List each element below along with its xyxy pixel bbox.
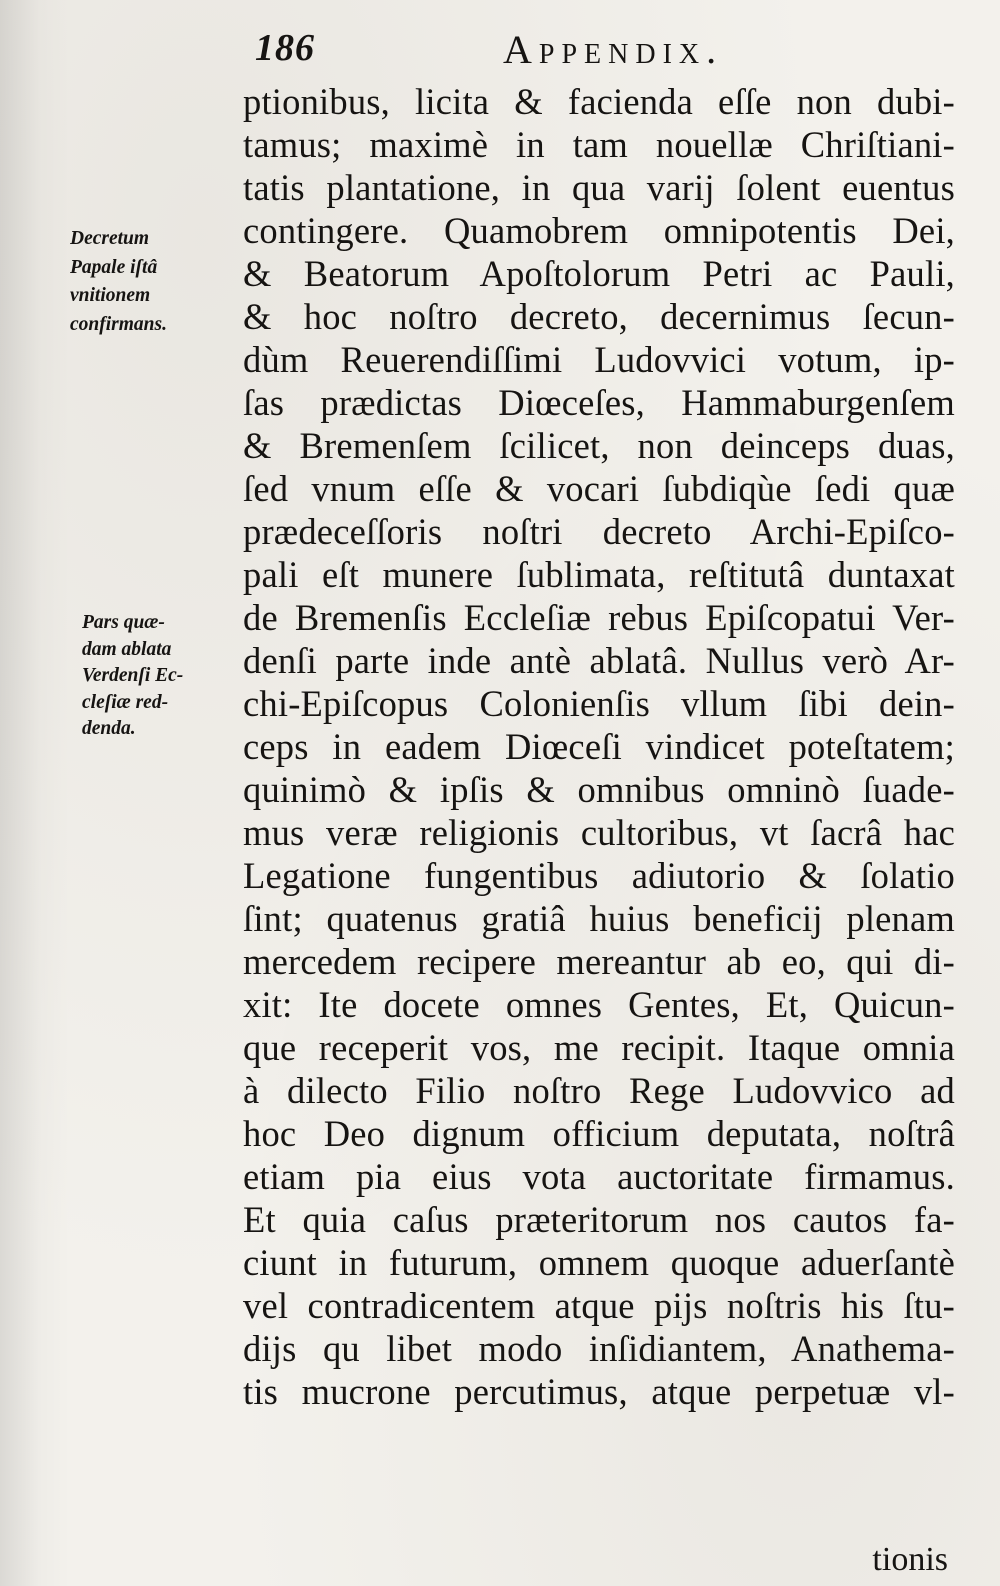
text-line: contingere. Quamobrem omnipotentis Dei, bbox=[243, 210, 955, 251]
text-line: ciunt in futurum, omnem quoque aduerſantè bbox=[243, 1242, 955, 1283]
text-line: pali eſt munere ſublimata, reſtitutâ duntaxat bbox=[243, 554, 955, 595]
marginal-note-line: dam ablata bbox=[82, 638, 172, 660]
text-line: vel contradicentem atque pijs noſtris his ſtu- bbox=[243, 1285, 955, 1326]
text-line: & Bremenſem ſcilicet, non deinceps duas, bbox=[243, 425, 955, 466]
marginal-note-line: Decretum bbox=[70, 228, 150, 249]
page-header bbox=[255, 24, 955, 74]
text-line: que receperit vos, me recipit. Itaque omnia bbox=[243, 1027, 955, 1068]
marginal-note-line: Papale iſtâ bbox=[70, 256, 158, 278]
text-line: mus veræ religionis cultoribus, vt ſacrâ hac bbox=[243, 812, 955, 853]
marginal-note-line: cleſiæ red- bbox=[82, 691, 169, 713]
text-line: hoc Deo dignum officium deputata, noſtrâ bbox=[243, 1113, 955, 1154]
text-line: chi-Epiſcopus Colonienſis vllum ſibi dein- bbox=[243, 683, 955, 724]
marginal-note-line: vnitionem bbox=[70, 285, 151, 306]
text-line: & Beatorum Apoſtolorum Petri ac Pauli, bbox=[243, 253, 955, 294]
running-head: Appendix. bbox=[503, 27, 724, 72]
text-line: quinimò & ipſis & omnibus omninò ſuade- bbox=[243, 769, 955, 810]
text-line: à dilecto Filio noſtro Rege Ludovvico ad bbox=[243, 1070, 955, 1111]
catchword: tionis bbox=[872, 1541, 948, 1578]
text-line: ſed vnum eſſe & vocari ſubdiqùe ſedi quæ bbox=[243, 468, 955, 509]
text-line: tamus; maximè in tam nouellæ Chriſtiani- bbox=[243, 124, 955, 165]
marginal-note-line: confirmans. bbox=[70, 313, 167, 335]
text-line: denſi parte inde antè ablatâ. Nullus verò Ar- bbox=[243, 640, 955, 681]
marginal-note-decree bbox=[70, 225, 240, 339]
marginal-note-line: denda. bbox=[82, 718, 136, 739]
text-line: ſint; quatenus gratiâ huius beneficij plenam bbox=[243, 898, 955, 939]
text-line: ptionibus, licita & facienda eſſe non dubi- bbox=[243, 81, 955, 122]
page-number: 186 bbox=[255, 27, 315, 69]
text-line: Et quia caſus præteritorum nos cautos fa- bbox=[243, 1199, 955, 1240]
text-line: de Bremenſis Eccleſiæ rebus Epiſcopatui Ver- bbox=[243, 597, 955, 638]
text-line: etiam pia eius vota auctoritate firmamus. bbox=[243, 1156, 955, 1197]
text-line: & hoc noſtro decreto, decernimus ſecun- bbox=[243, 296, 955, 337]
marginal-note-verden bbox=[82, 610, 252, 743]
marginal-note-line: Pars quæ- bbox=[82, 612, 165, 633]
text-line: ſas prædictas Diœceſes, Hammaburgenſem bbox=[243, 382, 955, 423]
text-line: tis mucrone percutimus, atque perpetuæ vl- bbox=[243, 1371, 955, 1412]
text-line: dijs qu libet modo inſidiantem, Anathema- bbox=[243, 1328, 955, 1369]
text-line: tatis plantatione, in qua varij ſolent euentus bbox=[243, 167, 955, 208]
text-line: Legatione fungentibus adiutorio & ſolatio bbox=[243, 855, 955, 896]
marginal-note-line: Verdenſi Ec- bbox=[82, 665, 184, 686]
text-line: prædeceſſoris noſtri decreto Archi-Epiſco- bbox=[243, 511, 955, 552]
text-line: mercedem recipere mereantur ab eo, qui di- bbox=[243, 941, 955, 982]
text-line: dùm Reuerendiſſimi Ludovvici votum, ip- bbox=[243, 339, 955, 380]
text-line: xit: Ite docete omnes Gentes, Et, Quicun- bbox=[243, 984, 955, 1025]
body-text bbox=[243, 80, 955, 1413]
text-line: ceps in eadem Diœceſi vindicet poteſtatem; bbox=[243, 726, 955, 767]
